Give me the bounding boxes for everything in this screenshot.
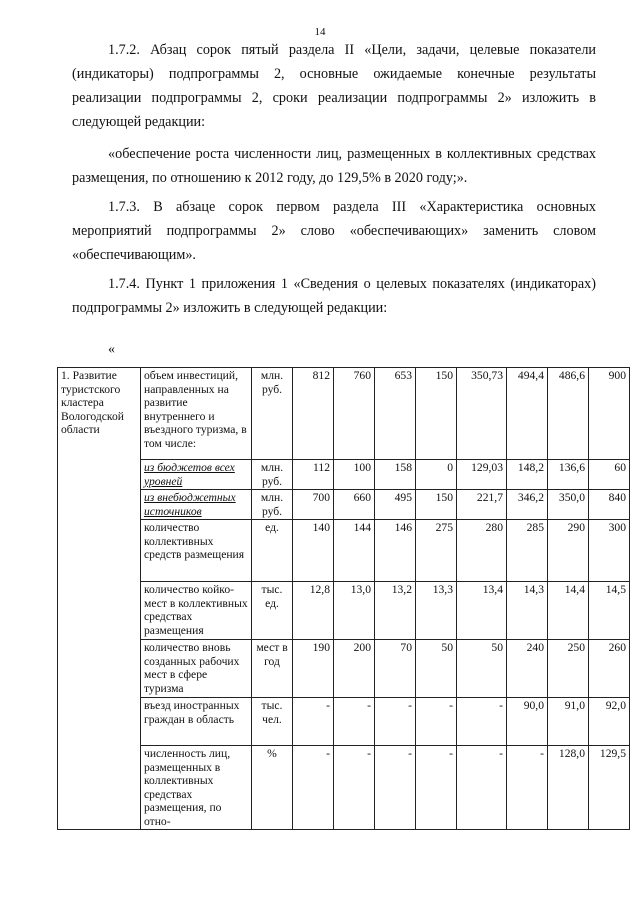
table-row bbox=[58, 520, 630, 582]
value-cell: 812 bbox=[293, 368, 334, 460]
value-cell: - bbox=[457, 746, 507, 830]
indicator-unit: млн. руб. bbox=[252, 490, 293, 520]
indicator-name: количество койко-мест в коллективных средствах размещения bbox=[141, 582, 252, 640]
value-cell: 200 bbox=[334, 640, 375, 698]
indicator-name: объем инвестиций, направленных на развитие внутреннего и въездного туризма, в том числе: bbox=[141, 368, 252, 460]
indicator-unit: тыс. чел. bbox=[252, 698, 293, 746]
value-cell: 840 bbox=[589, 490, 630, 520]
indicator-name: численность лиц, размещенных в коллективных средствах размещения, по отно- bbox=[141, 746, 252, 830]
value-cell: - bbox=[375, 746, 416, 830]
value-cell: 14,5 bbox=[589, 582, 630, 640]
section-cell: 1. Развитие туристского кластера Вологодской области bbox=[58, 368, 141, 830]
value-cell: - bbox=[507, 746, 548, 830]
paragraph-1-7-4: 1.7.4. Пункт 1 приложения 1 «Сведения о целевых показателях (индикаторах) подпрограммы 2» изложить в следующей редакции: bbox=[72, 276, 596, 316]
value-cell: 495 bbox=[375, 490, 416, 520]
table-row bbox=[58, 460, 630, 490]
table-row bbox=[58, 698, 630, 746]
value-cell: - bbox=[293, 698, 334, 746]
value-cell: 136,6 bbox=[548, 460, 589, 490]
value-cell: 14,4 bbox=[548, 582, 589, 640]
value-cell: 280 bbox=[457, 520, 507, 582]
value-cell: 346,2 bbox=[507, 490, 548, 520]
value-cell: 129,03 bbox=[457, 460, 507, 490]
value-cell: 148,2 bbox=[507, 460, 548, 490]
indicator-name: из внебюджетных источников bbox=[141, 490, 252, 520]
value-cell: 129,5 bbox=[589, 746, 630, 830]
value-cell: 50 bbox=[457, 640, 507, 698]
table-row bbox=[58, 368, 630, 460]
value-cell: - bbox=[375, 698, 416, 746]
indicator-unit: млн. руб. bbox=[252, 460, 293, 490]
value-cell: 150 bbox=[416, 368, 457, 460]
indicator-name: количество вновь созданных рабочих мест в сфере туризма bbox=[141, 640, 252, 698]
value-cell: - bbox=[457, 698, 507, 746]
value-cell: - bbox=[334, 698, 375, 746]
value-cell: - bbox=[416, 746, 457, 830]
value-cell: 60 bbox=[589, 460, 630, 490]
value-cell: 13,2 bbox=[375, 582, 416, 640]
indicator-unit: тыс. ед. bbox=[252, 582, 293, 640]
value-cell: 350,73 bbox=[457, 368, 507, 460]
value-cell: 275 bbox=[416, 520, 457, 582]
indicator-unit: мест в год bbox=[252, 640, 293, 698]
value-cell: 494,4 bbox=[507, 368, 548, 460]
value-cell: 13,3 bbox=[416, 582, 457, 640]
value-cell: 91,0 bbox=[548, 698, 589, 746]
value-cell: 486,6 bbox=[548, 368, 589, 460]
value-cell: 128,0 bbox=[548, 746, 589, 830]
value-cell: 90,0 bbox=[507, 698, 548, 746]
value-cell: 221,7 bbox=[457, 490, 507, 520]
value-cell: 240 bbox=[507, 640, 548, 698]
value-cell: 700 bbox=[293, 490, 334, 520]
indicator-name: из бюджетов всех уровней bbox=[141, 460, 252, 490]
value-cell: - bbox=[293, 746, 334, 830]
value-cell: 144 bbox=[334, 520, 375, 582]
value-cell: 70 bbox=[375, 640, 416, 698]
table-row bbox=[58, 746, 630, 830]
indicator-name: въезд иностранных граждан в область bbox=[141, 698, 252, 746]
paragraph-1-7-2: 1.7.2. Абзац сорок пятый раздела II «Цели, задачи, целевые показатели (индикаторы) подпрограммы 2, основные ожидаемые конечные результаты реализации подпрограммы 2, сроки реализации подпрограммы 2» изложить в следующей редакции: bbox=[72, 42, 596, 130]
table-row bbox=[58, 640, 630, 698]
value-cell: 653 bbox=[375, 368, 416, 460]
indicator-name: количество коллективных средств размещения bbox=[141, 520, 252, 582]
value-cell: 146 bbox=[375, 520, 416, 582]
value-cell: 13,0 bbox=[334, 582, 375, 640]
value-cell: 350,0 bbox=[548, 490, 589, 520]
value-cell: 100 bbox=[334, 460, 375, 490]
value-cell: 92,0 bbox=[589, 698, 630, 746]
value-cell: 50 bbox=[416, 640, 457, 698]
page-number: 14 bbox=[314, 26, 326, 38]
value-cell: - bbox=[334, 746, 375, 830]
value-cell: 190 bbox=[293, 640, 334, 698]
opening-quote-mark: « bbox=[108, 342, 115, 357]
value-cell: 900 bbox=[589, 368, 630, 460]
value-cell: 12,8 bbox=[293, 582, 334, 640]
value-cell: 300 bbox=[589, 520, 630, 582]
value-cell: 140 bbox=[293, 520, 334, 582]
value-cell: 0 bbox=[416, 460, 457, 490]
value-cell: 290 bbox=[548, 520, 589, 582]
value-cell: 150 bbox=[416, 490, 457, 520]
paragraph-1-7-3: 1.7.3. В абзаце сорок первом раздела III «Характеристика основных мероприятий подпрограммы 2» слово «обеспечивающих» заменить словом «обеспечивающим». bbox=[72, 199, 596, 263]
value-cell: 13,4 bbox=[457, 582, 507, 640]
value-cell: - bbox=[416, 698, 457, 746]
paragraph-quote-text: «обеспечение роста численности лиц, размещенных в коллективных средствах размещения, по отношению к 2012 году, до 129,5% в 2020 году;». bbox=[72, 146, 596, 186]
value-cell: 660 bbox=[334, 490, 375, 520]
value-cell: 285 bbox=[507, 520, 548, 582]
value-cell: 260 bbox=[589, 640, 630, 698]
value-cell: 158 bbox=[375, 460, 416, 490]
indicator-unit: % bbox=[252, 746, 293, 830]
value-cell: 14,3 bbox=[507, 582, 548, 640]
table-row bbox=[58, 582, 630, 640]
value-cell: 250 bbox=[548, 640, 589, 698]
indicator-unit: ед. bbox=[252, 520, 293, 582]
value-cell: 112 bbox=[293, 460, 334, 490]
indicator-unit: млн. руб. bbox=[252, 368, 293, 460]
indicators-table bbox=[57, 367, 630, 830]
value-cell: 760 bbox=[334, 368, 375, 460]
table-row bbox=[58, 490, 630, 520]
